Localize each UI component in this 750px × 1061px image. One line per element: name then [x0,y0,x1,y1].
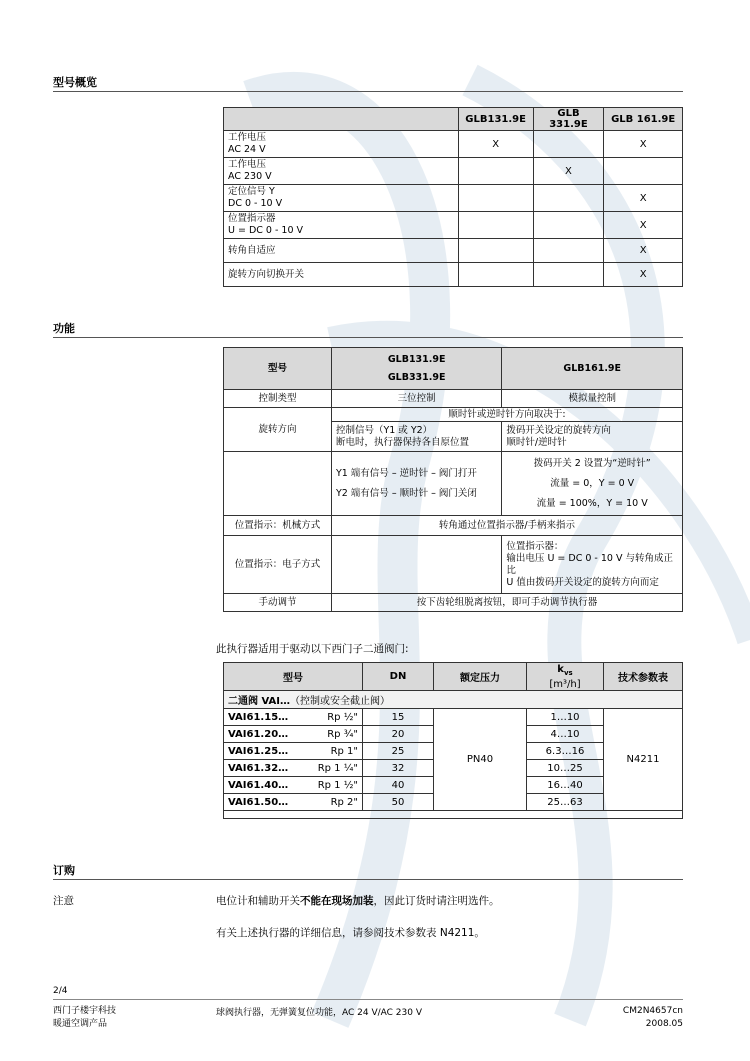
cell-mark [458,158,533,185]
valves-header-model: 型号 [224,663,363,691]
cell-mark: X [604,131,683,158]
cell-mark: X [533,158,604,185]
overview-table [223,107,683,287]
rot-common: 顺时针或逆时针方向取决于: [331,408,682,422]
row-label: 工作电压 AC 24 V [224,131,459,158]
footer-divider [53,999,683,1000]
overview-header-col1: GLB131.9E [458,108,533,131]
section-title-function: 功能 [53,322,75,335]
valve-model: VAI61.50… [224,794,308,811]
footer-description: 球阀执行器，无弹簧复位功能，AC 24 V/AC 230 V [216,1008,422,1018]
signal-b: 拨码开关 2 设置为“逆时针” 流量 = 0，Y = 0 V 流量 = 100%，Y = 10 V [502,452,683,516]
mech-value: 转角通过位置指示器/手柄来指示 [331,516,682,536]
signal-a: Y1 端有信号 – 逆时针 – 阀门打开 Y2 端有信号 – 顺时针 – 阀门关闭 [331,452,501,516]
rot-b: 拨码开关设定的旋转方向 顺时针/逆时针 [502,422,683,452]
valve-dn: 50 [363,794,434,811]
table-row [224,709,683,726]
valves-header-tech: 技术参数表 [604,663,683,691]
cell-mark [533,263,604,287]
valve-model: VAI61.25… [224,743,308,760]
valves-header-kvs: $k_{vs}$ [m³/h] [527,663,604,691]
valves-header-dn: DN [363,663,434,691]
valve-dn: 25 [363,743,434,760]
cell-mark [533,185,604,212]
row-label: 旋转方向切换开关 [224,263,459,287]
cell-mark [458,239,533,263]
function-header-a: GLB131.9E GLB331.9E [331,348,501,390]
row-label: 转角自适应 [224,239,459,263]
function-header-model: 型号 [224,348,332,390]
overview-header-col3: GLB 161.9E [604,108,683,131]
table-row [224,158,683,185]
rot-label: 旋转方向 [224,408,332,452]
valve-kvs: 6.3…16 [527,743,604,760]
cell-mark [533,131,604,158]
valve-connection: Rp 1 ½" [307,777,362,794]
rot-a: 控制信号（Y1 或 Y2） 断电时，执行器保持各自原位置 [331,422,501,452]
valve-dn: 40 [363,777,434,794]
note-label: 注意 [53,895,74,907]
valve-model: VAI61.15… [224,709,308,726]
function-table [223,347,683,612]
order-note-line1: 电位计和辅助开关不能在现场加装，因此订货时请注明选件。 [216,895,500,907]
valve-kvs: 1…10 [527,709,604,726]
footer-docinfo: CM2N4657cn 2008.05 [622,1006,683,1029]
valve-connection: Rp 2" [307,794,362,811]
valve-dn: 32 [363,760,434,777]
table-row [224,239,683,263]
valve-dn: 20 [363,726,434,743]
cell-mark [533,239,604,263]
valve-connection: Rp 1" [307,743,362,760]
valve-tech: N4211 [604,709,683,811]
mech-label: 位置指示：机械方式 [224,516,332,536]
valve-dn: 15 [363,709,434,726]
valve-kvs: 25…63 [527,794,604,811]
valves-header-pressure: 额定压力 [434,663,527,691]
row-label: 定位信号 Y DC 0 - 10 V [224,185,459,212]
table-row [224,131,683,158]
section-divider [53,879,683,880]
overview-header-col2: GLB 331.9E [533,108,604,131]
overview-header-empty [224,108,459,131]
table-row [224,263,683,287]
section-divider [53,91,683,92]
valve-kvs: 4…10 [527,726,604,743]
section-divider [53,337,683,338]
valve-connection: Rp ½" [307,709,362,726]
cell-mark [458,212,533,239]
page-number: 2/4 [53,986,68,996]
signal-empty [224,452,332,516]
cell-mark [458,263,533,287]
row-label: 位置指示器 U = DC 0 - 10 V [224,212,459,239]
section-title-order: 订购 [53,864,75,877]
cell-mark: X [604,212,683,239]
valves-footer-spacer [224,811,683,819]
valve-connection: Rp ¾" [307,726,362,743]
valve-connection: Rp 1 ¼" [307,760,362,777]
cell-mark [604,158,683,185]
cell-mark [458,185,533,212]
valve-model: VAI61.32… [224,760,308,777]
valve-model: VAI61.20… [224,726,308,743]
table-row [224,212,683,239]
valves-intro: 此执行器适用于驱动以下西门子二通阀门: [216,643,409,655]
valve-kvs: 10…25 [527,760,604,777]
cell-mark: X [604,239,683,263]
valves-table [223,662,683,819]
cell-mark: X [604,263,683,287]
manual-label: 手动调节 [224,594,332,612]
elec-label: 位置指示：电子方式 [224,536,332,594]
footer-company: 西门子楼宇科技 暖通空调产品 [53,1006,117,1029]
elec-a [331,536,501,594]
ctrl-b: 模拟量控制 [502,390,683,408]
ctrl-label: 控制类型 [224,390,332,408]
order-note-line2: 有关上述执行器的详细信息，请参阅技术参数表 N4211。 [216,927,485,939]
ctrl-a: 三位控制 [331,390,501,408]
cell-mark: X [458,131,533,158]
elec-b: 位置指示器： 输出电压 U = DC 0 - 10 V 与转角成正 比 U 值由拨码开关设定的旋转方向而定 [502,536,683,594]
valves-group-row: 二通阀 VAI…（控制或安全截止阀） [224,691,683,709]
valve-model: VAI61.40… [224,777,308,794]
row-label: 工作电压 AC 230 V [224,158,459,185]
valve-pressure: PN40 [434,709,527,811]
function-header-b: GLB161.9E [502,348,683,390]
cell-mark [533,212,604,239]
table-row [224,185,683,212]
cell-mark: X [604,185,683,212]
section-title-overview: 型号概览 [53,76,97,89]
manual-value: 按下齿轮组脱离按钮，即可手动调节执行器 [331,594,682,612]
valve-kvs: 16…40 [527,777,604,794]
